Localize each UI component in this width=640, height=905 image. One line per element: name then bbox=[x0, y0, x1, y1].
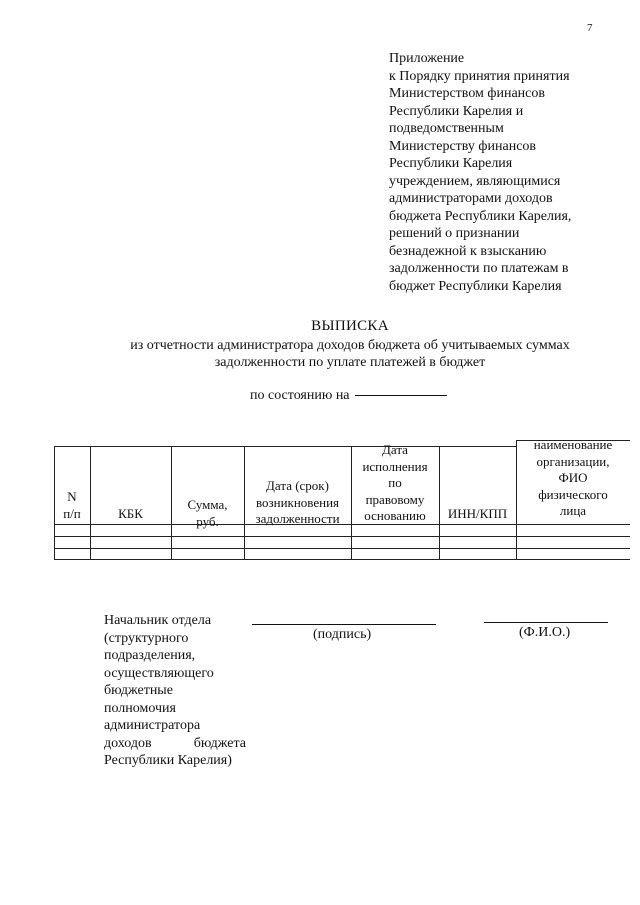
header-line: физического bbox=[538, 486, 608, 502]
signatory-role bbox=[104, 612, 264, 770]
role-line: Начальник отдела bbox=[104, 613, 212, 628]
header-line: Сумма, bbox=[187, 497, 228, 512]
header-line: КБК bbox=[118, 506, 143, 521]
header-row-number bbox=[54, 489, 90, 522]
appendix-line: задолженности по платежам в bbox=[389, 261, 569, 276]
appendix-note bbox=[389, 50, 629, 295]
header-execution-date bbox=[351, 442, 439, 525]
header-line: задолженности bbox=[255, 511, 340, 526]
header-line: Дата bbox=[382, 442, 408, 457]
appendix-line: Министерству финансов bbox=[389, 138, 537, 154]
table-rule bbox=[54, 548, 630, 549]
header-line: правовому bbox=[365, 491, 425, 507]
signature-line bbox=[252, 624, 436, 625]
header-line: N bbox=[67, 489, 77, 504]
header-line: исполнения bbox=[362, 458, 428, 474]
header-line: Дата (срок) bbox=[266, 478, 329, 493]
document-subtitle: из отчетности администратора доходов бюджета об учитываемых суммах bbox=[130, 338, 570, 353]
document-subtitle: задолженности по уплате платежей в бюджет bbox=[214, 355, 486, 370]
appendix-line: к Порядку принятия принятия bbox=[389, 68, 570, 84]
name-label: (Ф.И.О.) bbox=[519, 625, 571, 640]
appendix-line: Министерством финансов bbox=[389, 86, 545, 101]
appendix-line: Республики Карелия и bbox=[389, 103, 524, 119]
table-rule bbox=[439, 446, 440, 560]
appendix-line: решений о признании bbox=[389, 226, 520, 241]
role-line: полномочия bbox=[104, 700, 176, 716]
header-line: организации, bbox=[536, 453, 610, 469]
header-line: основанию bbox=[364, 508, 426, 523]
role-word: доходов bbox=[104, 735, 152, 751]
document-title: ВЫПИСКА bbox=[311, 318, 389, 334]
role-word: бюджета bbox=[193, 735, 246, 751]
header-line: ИНН/КПП bbox=[447, 506, 508, 521]
appendix-line: Республики Карелия bbox=[389, 156, 513, 171]
appendix-line: Приложение bbox=[389, 51, 465, 66]
appendix-line: бюджет Республики Карелия bbox=[389, 278, 562, 294]
header-organization-name bbox=[516, 437, 630, 520]
state-date-label: по состоянию на bbox=[250, 388, 350, 403]
appendix-line: бюджета Республики Карелия, bbox=[389, 208, 572, 224]
appendix-line: подведомственным bbox=[389, 121, 504, 136]
header-amount bbox=[171, 497, 244, 530]
role-line bbox=[104, 735, 246, 753]
state-date-blank bbox=[355, 395, 447, 396]
signature-label: (подпись) bbox=[313, 627, 372, 642]
role-line: бюджетные bbox=[104, 683, 173, 698]
header-debt-date bbox=[244, 478, 351, 528]
role-line: администратора bbox=[104, 718, 201, 733]
page-number: 7 bbox=[587, 22, 593, 34]
header-line: руб. bbox=[196, 513, 219, 529]
role-line: (структурного bbox=[104, 630, 189, 646]
report-table bbox=[54, 437, 630, 560]
name-line bbox=[484, 622, 608, 623]
header-kbk bbox=[90, 506, 171, 523]
header-line: по bbox=[388, 475, 402, 490]
header-line: п/п bbox=[63, 505, 81, 521]
role-line: осуществляющего bbox=[104, 665, 214, 681]
document-heading bbox=[60, 318, 640, 371]
table-rule bbox=[54, 446, 516, 447]
header-line: лица bbox=[559, 503, 587, 518]
appendix-line: безнадежной к взысканию bbox=[389, 243, 547, 259]
header-inn-kpp bbox=[439, 506, 516, 523]
header-line: наименование bbox=[533, 437, 613, 452]
appendix-line: учреждением, являющимися bbox=[389, 173, 561, 189]
header-line: ФИО bbox=[558, 470, 588, 485]
header-line: возникновения bbox=[255, 494, 340, 510]
role-line: Республики Карелия) bbox=[104, 753, 232, 768]
table-rule bbox=[54, 559, 630, 560]
table-rule bbox=[54, 536, 630, 537]
table-rule bbox=[90, 446, 91, 560]
role-line: подразделения, bbox=[104, 648, 196, 663]
state-date-line bbox=[250, 388, 447, 404]
appendix-line: администраторами доходов bbox=[389, 191, 553, 206]
